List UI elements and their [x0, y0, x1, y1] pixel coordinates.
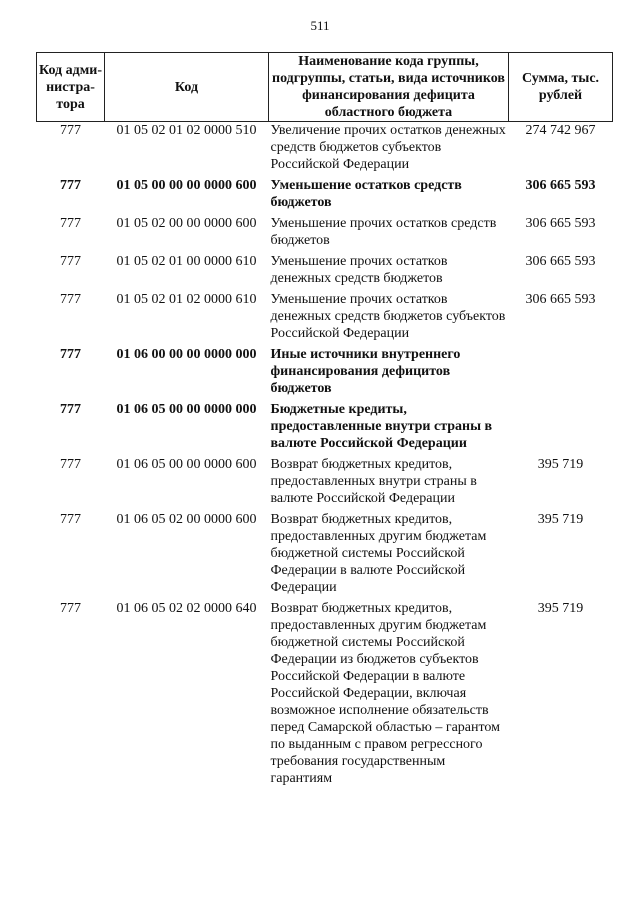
sum-cell: 395 719 — [537, 512, 584, 527]
sum-cell: 395 719 — [537, 601, 584, 616]
page-number: 511 — [310, 18, 330, 33]
name-cell: Уменьшение прочих остатков денежных средств бюджетов субъектов Российской Федерации — [270, 292, 506, 341]
code-cell: 01 05 02 01 02 0000 510 — [116, 123, 257, 138]
header-admin-code: Код адми-нистра-тора — [37, 53, 105, 122]
name-cell: Уменьшение прочих остатков денежных средств бюджетов — [270, 254, 448, 286]
sum-cell: 395 719 — [537, 457, 584, 472]
table-row — [37, 177, 613, 215]
admin-code-cell: 777 — [60, 254, 81, 269]
name-cell: Уменьшение прочих остатков средств бюджетов — [270, 216, 497, 248]
code-cell: 01 06 05 02 00 0000 600 — [116, 512, 257, 527]
name-cell: Возврат бюджетных кредитов, предоставленных другим бюджетам бюджетной системы Российской Федерации из бюджетов субъектов Российской Федерации в валюте Российской Федерации, включая возможное исполнение обязательств перед Самарской областью – гарантом по выданным с правом регрессного требования государственным гарантиям — [270, 601, 501, 786]
name-cell: Возврат бюджетных кредитов, предоставленных внутри страны в валюте Российской Федерации — [270, 457, 477, 506]
sum-cell: 306 665 593 — [525, 254, 596, 269]
admin-code-cell: 777 — [60, 402, 81, 417]
code-cell: 01 06 00 00 00 0000 000 — [116, 347, 257, 362]
code-cell: 01 05 02 00 00 0000 600 — [116, 216, 257, 231]
name-cell: Бюджетные кредиты, предоставленные внутри страны в валюте Российской Федерации — [270, 402, 493, 451]
name-cell: Иные источники внутреннего финансирования дефицитов бюджетов — [270, 347, 461, 396]
code-cell: 01 06 05 00 00 0000 600 — [116, 457, 257, 472]
name-cell: Уменьшение остатков средств бюджетов — [270, 178, 462, 210]
table-header — [37, 53, 613, 122]
name-cell: Увеличение прочих остатков денежных средств бюджетов субъектов Российской Федерации — [270, 123, 506, 172]
table-row — [37, 291, 613, 346]
table-row — [37, 456, 613, 511]
admin-code-cell: 777 — [60, 216, 81, 231]
admin-code-cell: 777 — [60, 512, 81, 527]
table-row — [37, 401, 613, 456]
table-body — [37, 122, 613, 792]
code-cell: 01 05 02 01 00 0000 610 — [116, 254, 257, 269]
code-cell: 01 05 00 00 00 0000 600 — [116, 178, 257, 193]
admin-code-cell: 777 — [60, 178, 81, 193]
table-row — [37, 600, 613, 791]
sum-cell: 306 665 593 — [525, 292, 596, 307]
admin-code-cell: 777 — [60, 457, 81, 472]
table-row — [37, 215, 613, 253]
code-cell: 01 05 02 01 02 0000 610 — [116, 292, 257, 307]
admin-code-cell: 777 — [60, 123, 81, 138]
admin-code-cell: 777 — [60, 292, 81, 307]
table-row — [37, 253, 613, 291]
name-cell: Возврат бюджетных кредитов, предоставленных другим бюджетам бюджетной системы Российской Федерации в валюте Российской Федерации — [270, 512, 487, 595]
sum-cell: 306 665 593 — [525, 178, 596, 193]
sum-cell — [509, 401, 613, 456]
budget-sources-table — [36, 52, 613, 791]
table-row — [37, 122, 613, 178]
sum-cell: 274 742 967 — [525, 123, 596, 138]
admin-code-cell: 777 — [60, 601, 81, 616]
sum-cell — [509, 346, 613, 401]
table-row — [37, 511, 613, 600]
header-name: Наименование кода группы, подгруппы, статьи, вида источников финансирования дефицита областного бюджета — [269, 53, 509, 122]
admin-code-cell: 777 — [60, 347, 81, 362]
sum-cell: 306 665 593 — [525, 216, 596, 231]
header-code: Код — [105, 53, 269, 122]
code-cell: 01 06 05 00 00 0000 000 — [116, 402, 257, 417]
table-row — [37, 346, 613, 401]
code-cell: 01 06 05 02 02 0000 640 — [116, 601, 257, 616]
header-sum: Сумма, тыс. рублей — [509, 53, 613, 122]
